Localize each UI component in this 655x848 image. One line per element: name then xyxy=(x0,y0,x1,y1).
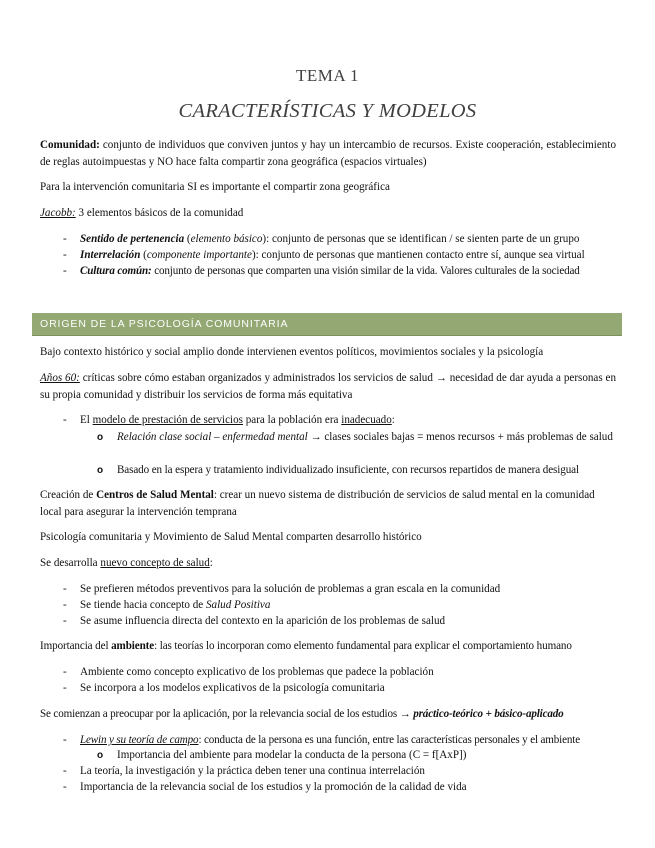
section-heading: ORIGEN DE LA PSICOLOGÍA COMUNITARIA xyxy=(40,318,289,330)
concepto-paragraph: Se desarrolla nuevo concepto de salud: xyxy=(40,557,213,569)
chapter-number: TEMA 1 xyxy=(296,66,359,85)
list-item: - Se prefieren métodos preventivos para la solución de problemas a gran escala en la comunidad xyxy=(63,583,501,595)
list-item: - Interrelación (componente importante): conjunto de personas que mantienen contacto entre sí, aunque sea virtual xyxy=(63,249,585,261)
comunidad-definition: Comunidad: conjunto de individuos que conviven juntos y hay un intercambio de recursos. Existe cooperación, establecimiento de reglas autoimpuestas y NO hace falta compartir zona geográfica (espacios virtuales) xyxy=(40,139,616,168)
centros-paragraph: Creación de Centros de Salud Mental: crear un nuevo sistema de distribución de servicios de salud mental en la comunidad local para asegurar la intervención temprana xyxy=(40,489,595,518)
ambiente-paragraph: Importancia del ambiente: las teorías lo incorporan como elemento fundamental para explicar el comportamiento humano xyxy=(40,640,572,652)
list-item: - Se tiende hacia concepto de Salud Positiva xyxy=(63,599,271,611)
list-item: - Sentido de pertenencia (elemento básico): conjunto de personas que se identifican / se sienten parte de un grupo xyxy=(63,233,580,245)
list-item: - Lewin y su teoría de campo: conducta de la persona es una función, entre las características personales y el ambiente xyxy=(63,734,580,746)
aplicacion-paragraph: Se comienzan a preocupar por la aplicación, por la relevancia social de los estudios → práctico-teórico + básico-aplicado xyxy=(40,708,564,720)
sub-list-item: o Relación clase social – enfermedad mental → clases sociales bajas = menos recursos + más problemas de salud xyxy=(97,431,613,443)
movimiento-paragraph: Psicología comunitaria y Movimiento de Salud Mental comparten desarrollo histórico xyxy=(40,531,422,543)
chapter-title: CARACTERÍSTICAS Y MODELOS xyxy=(178,100,477,122)
section-heading-bar xyxy=(32,313,622,336)
list-item: - Se incorpora a los modelos explicativos de la psicología comunitaria xyxy=(63,682,385,694)
list-item: - Importancia de la relevancia social de los estudios y la promoción de la calidad de vida xyxy=(63,781,467,793)
intervencion-paragraph: Para la intervención comunitaria SI es importante el compartir zona geográfica xyxy=(40,181,390,193)
lewin-link: Lewin y su teoría de campo xyxy=(80,734,199,746)
list-item: - Se asume influencia directa del contexto en la aparición de los problemas de salud xyxy=(63,615,446,627)
list-item: - Ambiente como concepto explicativo de los problemas que padece la población xyxy=(63,666,434,678)
comunidad-term: Comunidad: xyxy=(40,139,100,151)
jacobb-name: Jacobb: xyxy=(40,207,76,219)
list-item: - El modelo de prestación de servicios para la población era inadecuado: xyxy=(63,414,395,426)
anos-60-paragraph: Años 60: críticas sobre cómo estaban organizados y administrados los servicios de salud → necesidad de dar ayuda a personas en su propia comunidad y distribuir los servicios de forma más equitativa xyxy=(40,372,617,401)
sub-list-item: o Basado en la espera y tratamiento individualizado insuficiente, con recursos repartidos de manera desigual xyxy=(97,464,579,476)
jacobb-paragraph: Jacobb: 3 elementos básicos de la comunidad xyxy=(40,207,244,219)
sub-list-item: o Importancia del ambiente para modelar la conducta de la persona (C = f[AxP]) xyxy=(97,749,467,761)
anos-label: Años 60: xyxy=(40,372,80,384)
list-item: - La teoría, la investigación y la práctica deben tener una continua interrelación xyxy=(63,765,425,777)
contexto-paragraph: Bajo contexto histórico y social amplio donde intervienen eventos políticos, movimientos sociales y la psicología xyxy=(40,346,544,358)
list-item: - Cultura común: conjunto de personas que comparten una visión similar de la vida. Valores culturales de la sociedad xyxy=(63,265,580,277)
